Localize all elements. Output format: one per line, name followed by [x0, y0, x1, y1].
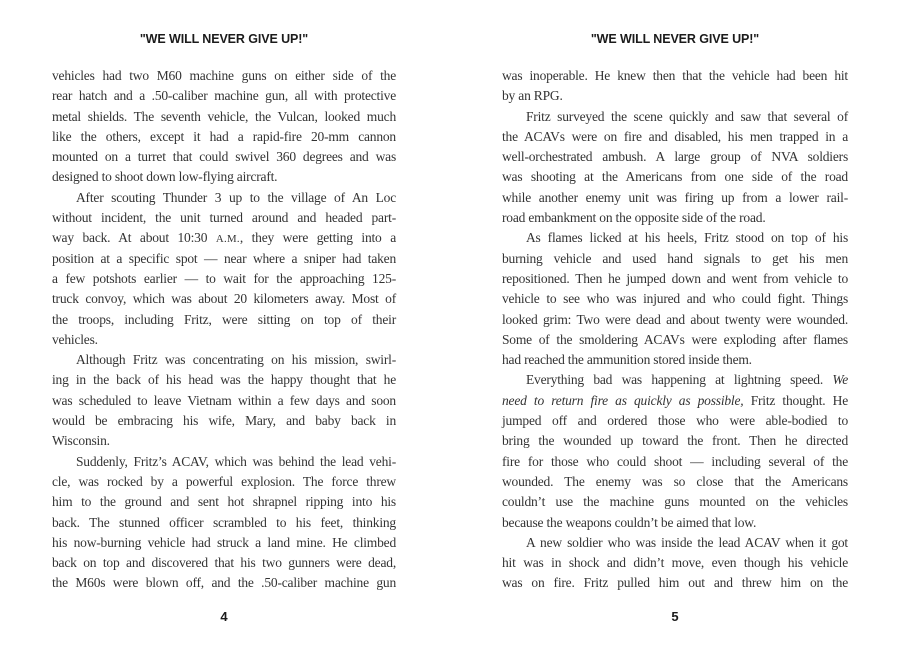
text-segment: back on top and discovered that his two gunners were dead,	[52, 555, 396, 571]
text-line	[502, 472, 848, 492]
text-line	[502, 350, 848, 370]
text-segment: the ACAVs were on fire and disabled, his men trapped in a	[502, 128, 848, 144]
text-segment: a few potshots earlier — to wait for the approaching 125-	[52, 270, 396, 286]
text-line	[502, 391, 848, 411]
text-segment: , they were getting into a	[239, 230, 396, 246]
text-segment: looked grim: Two were dead and about twenty were wounded.	[502, 311, 848, 327]
left-page-number: 4	[220, 609, 228, 624]
text-segment: was on fire. Fritz pulled him out and threw him on the	[502, 575, 848, 591]
text-line	[52, 269, 396, 289]
right-running-head: "WE WILL NEVER GIVE UP!"	[590, 32, 760, 46]
text-segment: After scouting Thunder 3 up to the village of An Loc	[76, 189, 396, 205]
text-segment: the troops, including Fritz, were sitting on top of their	[52, 311, 396, 327]
text-line	[52, 513, 396, 533]
text-segment: hit was in shock and didn’t move, even though his vehicle	[502, 555, 848, 571]
text-line	[52, 289, 396, 309]
text-line	[52, 411, 396, 431]
text-segment: fire for those who could shoot — including several of the	[502, 453, 848, 469]
text-segment: without incident, the unit turned around and headed part-	[52, 210, 396, 226]
text-line	[52, 472, 396, 492]
text-segment: while another enemy unit was firing up from a lower rail-	[502, 189, 848, 205]
text-segment: metal shields. The seventh vehicle, the Vulcan, looked much	[52, 108, 396, 124]
text-segment: was scheduled to leave Vietnam within a few days and soon	[52, 392, 396, 408]
text-line	[502, 573, 848, 593]
text-line	[52, 167, 396, 187]
text-segment: position at a specific spot — near where a sniper had taken	[52, 250, 396, 266]
text-line	[502, 147, 848, 167]
text-segment: ing in the back of his head was the happy thought that he	[52, 372, 396, 388]
text-segment: couldn’t use the machine guns mounted on the vehicles	[502, 494, 848, 510]
text-line	[502, 513, 848, 533]
text-line	[52, 66, 396, 86]
text-line	[502, 452, 848, 472]
text-line	[502, 269, 848, 289]
text-segment: because the weapons couldn’t be aimed that low.	[502, 514, 757, 530]
text-line	[502, 431, 848, 451]
text-segment: As flames licked at his heels, Fritz stood on top of his	[526, 230, 848, 246]
text-line	[52, 330, 396, 350]
left-page	[52, 0, 396, 654]
text-line	[52, 310, 396, 330]
text-segment: Fritz surveyed the scene quickly and saw that several of	[526, 108, 848, 124]
text-segment: Fritz thought. He	[743, 392, 849, 408]
text-segment: Although Fritz was concentrating on his mission, swirl-	[76, 352, 396, 368]
text-segment: repositioned. Then he jumped down and went from vehicle to	[502, 270, 848, 286]
text-line	[502, 86, 848, 106]
text-line	[52, 228, 396, 248]
text-segment: the M60s were blown off, and the .50-caliber machine gun	[52, 575, 396, 591]
text-line	[52, 391, 396, 411]
text-line	[502, 370, 848, 390]
text-segment: designed to shoot down low-flying aircraft.	[52, 169, 278, 185]
text-segment: Some of the smoldering ACAVs were exploding after flames	[502, 331, 848, 347]
text-segment: mounted on a turret that could swivel 360 degrees and was	[52, 149, 396, 165]
text-segment: jumped off and ordered those who were able-bodied to	[502, 413, 848, 429]
text-segment: A new soldier who was inside the lead ACAV when it got	[526, 534, 848, 550]
text-line	[502, 411, 848, 431]
text-line	[52, 492, 396, 512]
text-segment: him to the ground and sent hot shrapnel ripping into his	[52, 494, 396, 510]
text-segment: Wisconsin.	[52, 433, 110, 449]
right-page	[502, 0, 848, 654]
text-line	[52, 431, 396, 451]
right-page-number: 5	[671, 609, 679, 624]
text-segment: wounded. The enemy was so close that the Americans	[502, 473, 848, 489]
text-segment: truck convoy, which was about 20 kilometers away. Most of	[52, 291, 396, 307]
text-line	[52, 188, 396, 208]
text-line	[52, 553, 396, 573]
text-line	[52, 452, 396, 472]
text-line	[502, 330, 848, 350]
text-segment: rear hatch and a .50-caliber machine gun, all with protective	[52, 88, 396, 104]
text-line	[52, 107, 396, 127]
text-segment: burning vehicle and used hand signals to get his men	[502, 250, 848, 266]
text-line	[502, 492, 848, 512]
right-page-body	[502, 66, 848, 594]
text-segment: cle, was rocked by a powerful explosion. The force threw	[52, 473, 396, 489]
text-segment: A.M.	[215, 233, 240, 246]
text-line	[52, 573, 396, 593]
text-segment: had reached the ammunition stored inside them.	[502, 352, 752, 368]
text-segment: Suddenly, Fritz’s ACAV, which was behind the lead vehi-	[76, 453, 396, 469]
left-page-body	[52, 66, 396, 594]
text-segment: was shooting at the Americans from one side of the road	[502, 169, 848, 185]
text-line	[52, 127, 396, 147]
text-segment: by an RPG.	[502, 88, 563, 104]
text-segment: vehicles had two M60 machine guns on either side of the	[52, 68, 396, 83]
text-line	[502, 249, 848, 269]
text-line	[52, 370, 396, 390]
text-line	[502, 107, 848, 127]
text-segment: bring the wounded up toward the front. Then he directed	[502, 433, 848, 449]
text-segment: well-orchestrated ambush. A large group of NVA soldiers	[502, 149, 848, 165]
text-line	[52, 86, 396, 106]
text-line	[502, 228, 848, 248]
text-segment: Everything bad was happening at lightning speed.	[526, 372, 833, 388]
text-segment: vehicle to see who was injured and who could fight. Things	[502, 291, 848, 307]
text-segment: his now-burning vehicle had struck a land mine. He climbed	[52, 534, 396, 550]
text-segment: would be embracing his wife, Mary, and baby back in	[52, 413, 396, 429]
text-segment: need to return fire as quickly as possible,	[502, 392, 744, 408]
text-line	[502, 553, 848, 573]
text-line	[52, 350, 396, 370]
text-segment: way back. At about 10:30	[52, 230, 216, 246]
text-segment: road embankment on the opposite side of the road.	[502, 210, 766, 226]
text-segment: like the others, except it had a rapid-fire 20-mm cannon	[52, 128, 396, 144]
text-segment: We	[832, 372, 848, 388]
text-segment: back. The stunned officer scrambled to his feet, thinking	[52, 514, 396, 530]
text-line	[502, 127, 848, 147]
text-line	[52, 147, 396, 167]
text-segment: vehicles.	[52, 331, 98, 347]
text-line	[52, 208, 396, 228]
text-line	[502, 289, 848, 309]
text-line	[52, 533, 396, 553]
text-line	[502, 188, 848, 208]
text-segment: was inoperable. He knew then that the vehicle had been hit	[502, 68, 848, 83]
text-line	[502, 66, 848, 86]
text-line	[502, 167, 848, 187]
text-line	[502, 208, 848, 228]
left-running-head: "WE WILL NEVER GIVE UP!"	[139, 32, 309, 46]
text-line	[502, 310, 848, 330]
text-line	[502, 533, 848, 553]
text-line	[52, 249, 396, 269]
